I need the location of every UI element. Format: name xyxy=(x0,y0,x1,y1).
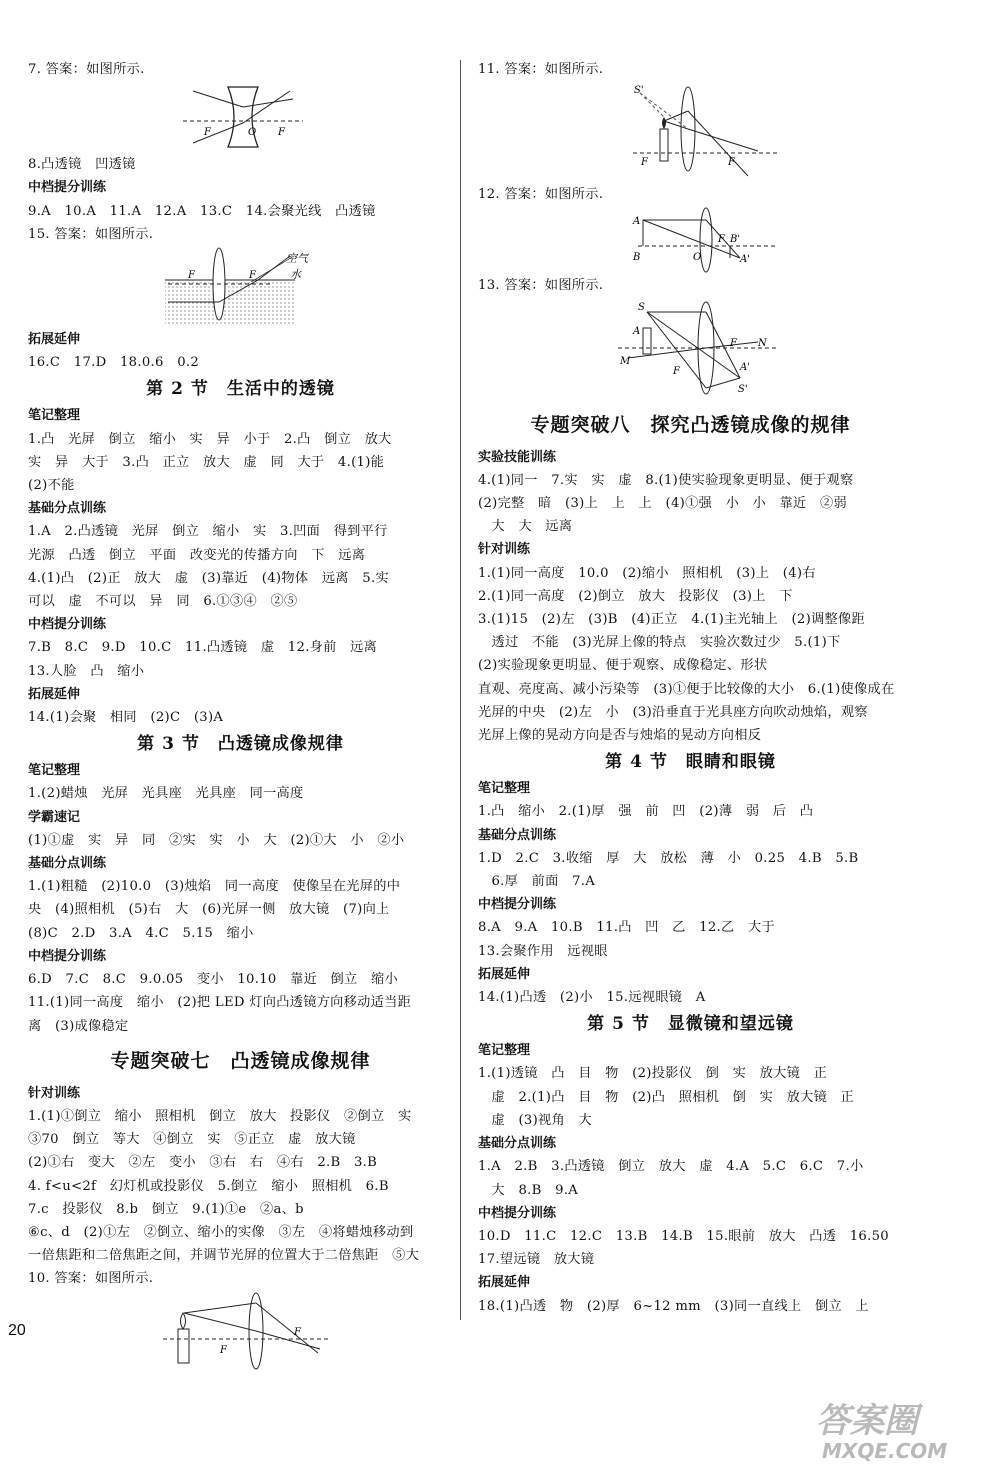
answer-line: (2)①右 变大 ②左 变小 ③右 右 ④右 2.B 3.B xyxy=(28,1155,378,1171)
answer-line: 11.(1)同一高度 缩小 (2)把 LED 灯向凸透镜方向移动适当距 xyxy=(28,995,412,1011)
answer-line: (8)C 2.D 3.A 4.C 5.15 缩小 xyxy=(28,925,254,941)
answer-line: 13. 答案：如图所示. xyxy=(478,278,604,294)
svg-text:O: O xyxy=(693,252,702,264)
section-heading: 笔记整理 xyxy=(28,408,81,424)
section-heading: 基础分点训练 xyxy=(28,501,107,517)
answer-line: 14.(1)会聚 相同 (2)C (3)A xyxy=(28,710,224,726)
answer-line: 1.(2)蜡烛 光屏 光具座 光具座 同一高度 xyxy=(28,786,304,802)
section-heading: 针对训练 xyxy=(28,1085,81,1101)
figure-11-magnifier xyxy=(478,81,903,183)
answer-line: 2.(1)同一高度 (2)倒立 放大 投影仪 (3)上 下 xyxy=(478,588,793,604)
answer-line: 15. 答案：如图所示. xyxy=(28,226,154,242)
svg-text:S: S xyxy=(638,301,645,313)
figure-7-concave-lens xyxy=(28,81,453,153)
answer-line: 大 8.B 9.A xyxy=(478,1182,579,1198)
svg-text:B': B' xyxy=(730,234,741,246)
answer-line: 1.(1)粗糙 (2)10.0 (3)烛焰 同一高度 使像呈在光屏的中 xyxy=(28,879,401,895)
svg-text:MXQE.COM: MXQE.COM xyxy=(822,1439,948,1463)
answer-line: 透过 不能 (3)光屏上像的特点 实验次数过少 5.(1)下 xyxy=(478,635,841,651)
section-heading: 拓展延伸 xyxy=(28,332,81,348)
svg-text:F: F xyxy=(249,270,256,282)
section-heading: 针对训练 xyxy=(478,542,531,558)
answer-line: 9.A 10.A 11.A 12.A 13.C 14.会聚光线 凸透镜 xyxy=(28,203,376,219)
section-heading: 学霸速记 xyxy=(28,809,81,825)
section-title: 第 4 节 眼睛和眼镜 xyxy=(605,752,776,773)
answer-line: 光屏上像的晃动方向是否与烛焰的晃动方向相反 xyxy=(478,728,762,744)
answer-line: 1.A 2.B 3.凸透镜 倒立 放大 虚 4.A 5.C 6.C 7.小 xyxy=(478,1159,864,1175)
answer-line: 18.(1)凸透 物 (2)厚 6~12 mm (3)同一直线上 倒立 上 xyxy=(478,1298,869,1314)
answer-line: 1.A 2.凸透镜 光屏 倒立 缩小 实 3.凹面 得到平行 xyxy=(28,524,388,540)
answer-line: 10.D 11.C 12.C 13.B 14.B 15.眼前 放大 凸透 16.50 xyxy=(478,1228,889,1244)
answer-line: 8.凸透镜 凹透镜 xyxy=(28,157,136,173)
answer-line: (2)不能 xyxy=(28,478,75,494)
answer-line: 14.(1)凸透 (2)小 15.远视眼镜 A xyxy=(478,990,706,1006)
answer-line: 4.(1)同一 7.实 实 虚 8.(1)使实验现象更明显、便于观察 xyxy=(478,472,854,488)
answer-line: 6.D 7.C 8.C 9.0.05 变小 10.10 靠近 倒立 缩小 xyxy=(28,972,398,988)
figure-12-lens-AB xyxy=(478,206,903,274)
svg-text:O: O xyxy=(248,127,257,139)
answer-line: (2)实验现象更明显、便于观察、成像稳定、形状 xyxy=(478,658,768,674)
svg-text:A': A' xyxy=(740,254,750,266)
answer-line: 可以 虚 不可以 异 同 6.①③④ ②⑤ xyxy=(28,594,298,610)
answer-line: 7. 答案：如图所示. xyxy=(28,62,145,77)
section-heading: 基础分点训练 xyxy=(478,827,557,843)
section-heading: 中档提分训练 xyxy=(28,948,107,964)
svg-text:S': S' xyxy=(738,383,748,395)
right-column xyxy=(478,58,903,1318)
answer-line: 大 大 远离 xyxy=(478,519,573,535)
section-heading: 拓展延伸 xyxy=(28,686,81,702)
answer-line: 虚 (3)视角 大 xyxy=(478,1112,592,1128)
answer-line: 8.A 9.A 10.B 11.凸 凹 乙 12.乙 大于 xyxy=(478,920,775,936)
answer-line: 7.B 8.C 9.D 10.C 11.凸透镜 虚 12.身前 远离 xyxy=(28,640,378,656)
answer-line: 12. 答案：如图所示. xyxy=(478,187,604,203)
svg-text:F: F xyxy=(641,157,648,169)
answer-line: 一倍焦距和二倍焦距之间，并调节光屏的位置大于二倍焦距 ⑤大 xyxy=(28,1248,420,1264)
column-divider xyxy=(460,60,461,1320)
answer-line: 光源 凸透 倒立 平面 改变光的传播方向 下 远离 xyxy=(28,547,366,563)
answer-line: (1)①虚 实 异 同 ②实 实 小 大 (2)①大 小 ②小 xyxy=(28,832,405,848)
left-column xyxy=(28,58,453,1371)
svg-text:F: F xyxy=(220,1344,227,1356)
figure-15-refraction xyxy=(28,246,453,328)
answer-line: 1.(1)透镜 凸 目 物 (2)投影仪 倒 实 放大镜 正 xyxy=(478,1066,828,1082)
svg-text:F: F xyxy=(204,127,211,139)
svg-text:F: F xyxy=(673,365,680,377)
answer-line: 13.会聚作用 远视眼 xyxy=(478,943,608,959)
svg-text:A: A xyxy=(633,325,641,337)
section-heading: 基础分点训练 xyxy=(28,856,107,872)
answer-line: 光屏的中央 (2)左 小 (3)沿垂直于光具座方向吹动烛焰，观察 xyxy=(478,704,868,720)
section-heading: 笔记整理 xyxy=(478,1043,531,1059)
svg-text:F: F xyxy=(188,270,195,282)
figure-13-lens-S xyxy=(478,298,903,402)
svg-text:F: F xyxy=(718,234,725,246)
section-heading: 中档提分训练 xyxy=(478,1205,557,1221)
svg-text:A': A' xyxy=(740,361,750,373)
svg-text:答案圈: 答案圈 xyxy=(816,1401,918,1441)
answer-line: ⑥c、d (2)①左 ②倒立、缩小的实像 ③左 ④将蜡烛移动到 xyxy=(28,1224,414,1240)
answer-line: 实 异 大于 3.凸 正立 放大 虚 同 大于 4.(1)能 xyxy=(28,454,385,470)
figure-10-candle-lens xyxy=(28,1291,453,1371)
answer-line: ③70 倒立 等大 ④倒立 实 ⑤正立 虚 放大镜 xyxy=(28,1132,356,1148)
section-heading: 拓展延伸 xyxy=(478,966,531,982)
svg-text:F: F xyxy=(728,157,735,169)
svg-text:B: B xyxy=(633,252,641,264)
answer-line: 1.凸 缩小 2.(1)厚 强 前 凹 (2)薄 弱 后 凸 xyxy=(478,804,814,820)
answer-line: 离 (3)成像稳定 xyxy=(28,1018,129,1034)
section-heading: 笔记整理 xyxy=(478,781,531,797)
page-number: 20 xyxy=(8,1322,26,1339)
answer-line: 1.(1)同一高度 10.0 (2)缩小 照相机 (3)上 (4)右 xyxy=(478,565,816,581)
svg-text:A: A xyxy=(633,216,641,228)
answer-line: 1.凸 光屏 倒立 缩小 实 异 小于 2.凸 倒立 放大 xyxy=(28,431,392,447)
svg-text:M: M xyxy=(620,355,631,367)
answer-line: 13.人脸 凸 缩小 xyxy=(28,663,145,679)
section-title: 第 3 节 凸透镜成像规律 xyxy=(137,734,344,755)
answer-line: 虚 2.(1)凸 目 物 (2)凸 照相机 倒 实 放大镜 正 xyxy=(478,1089,855,1105)
answer-line: 直观、亮度高、减小污染等 (3)①便于比较像的大小 6.(1)使像成在 xyxy=(478,681,895,697)
answer-line: 16.C 17.D 18.0.6 0.2 xyxy=(28,355,200,371)
section-heading: 实验技能训练 xyxy=(478,449,557,465)
answer-line: 7.c 投影仪 8.b 倒立 9.(1)①e ②a、b xyxy=(28,1201,304,1217)
section-title: 第 5 节 显微镜和望远镜 xyxy=(587,1014,794,1035)
answer-line: 11. 答案：如图所示. xyxy=(478,62,604,77)
water-label: 水 xyxy=(290,268,301,282)
section-heading: 中档提分训练 xyxy=(28,617,107,633)
section-heading: 基础分点训练 xyxy=(478,1136,557,1152)
watermark-logo xyxy=(810,1392,985,1464)
answer-line: 1.D 2.C 3.收缩 厚 大 放松 薄 小 0.25 4.B 5.B xyxy=(478,850,859,866)
answer-line: 4. f<u<2f 幻灯机或投影仪 5.倒立 缩小 照相机 6.B xyxy=(28,1178,389,1194)
answer-line: 6.厚 前面 7.A xyxy=(478,874,596,890)
section-heading: 笔记整理 xyxy=(28,763,81,779)
svg-text:F: F xyxy=(730,337,737,349)
topic-title: 专题突破八 探究凸透镜成像的规律 xyxy=(530,413,851,436)
answer-line: (2)完整 暗 (3)上 上 上 (4)①强 小 小 靠近 ②弱 xyxy=(478,496,847,512)
topic-title: 专题突破七 凸透镜成像规律 xyxy=(110,1049,371,1072)
section-heading: 中档提分训练 xyxy=(478,897,557,913)
answer-line: 1.(1)①倒立 缩小 照相机 倒立 放大 投影仪 ②倒立 实 xyxy=(28,1108,412,1124)
svg-text:N: N xyxy=(758,337,767,349)
answer-line: 10. 答案：如图所示. xyxy=(28,1271,154,1287)
answer-line: 央 (4)照相机 (5)右 大 (6)光屏一侧 放大镜 (7)向上 xyxy=(28,902,390,918)
section-heading: 拓展延伸 xyxy=(478,1275,531,1291)
air-label: 空气 xyxy=(286,252,308,266)
section-title: 第 2 节 生活中的透镜 xyxy=(146,379,335,400)
svg-text:F: F xyxy=(278,127,285,139)
section-heading: 中档提分训练 xyxy=(28,180,107,196)
answer-line: 17.望远镜 放大镜 xyxy=(478,1252,595,1268)
answer-line: 3.(1)15 (2)左 (3)B (4)正立 4.(1)主光轴上 (2)调整像距 xyxy=(478,612,866,628)
answer-line: 4.(1)凸 (2)正 放大 虚 (3)靠近 (4)物体 远离 5.实 xyxy=(28,570,389,586)
svg-text:S': S' xyxy=(634,85,644,97)
svg-text:F: F xyxy=(294,1326,301,1338)
